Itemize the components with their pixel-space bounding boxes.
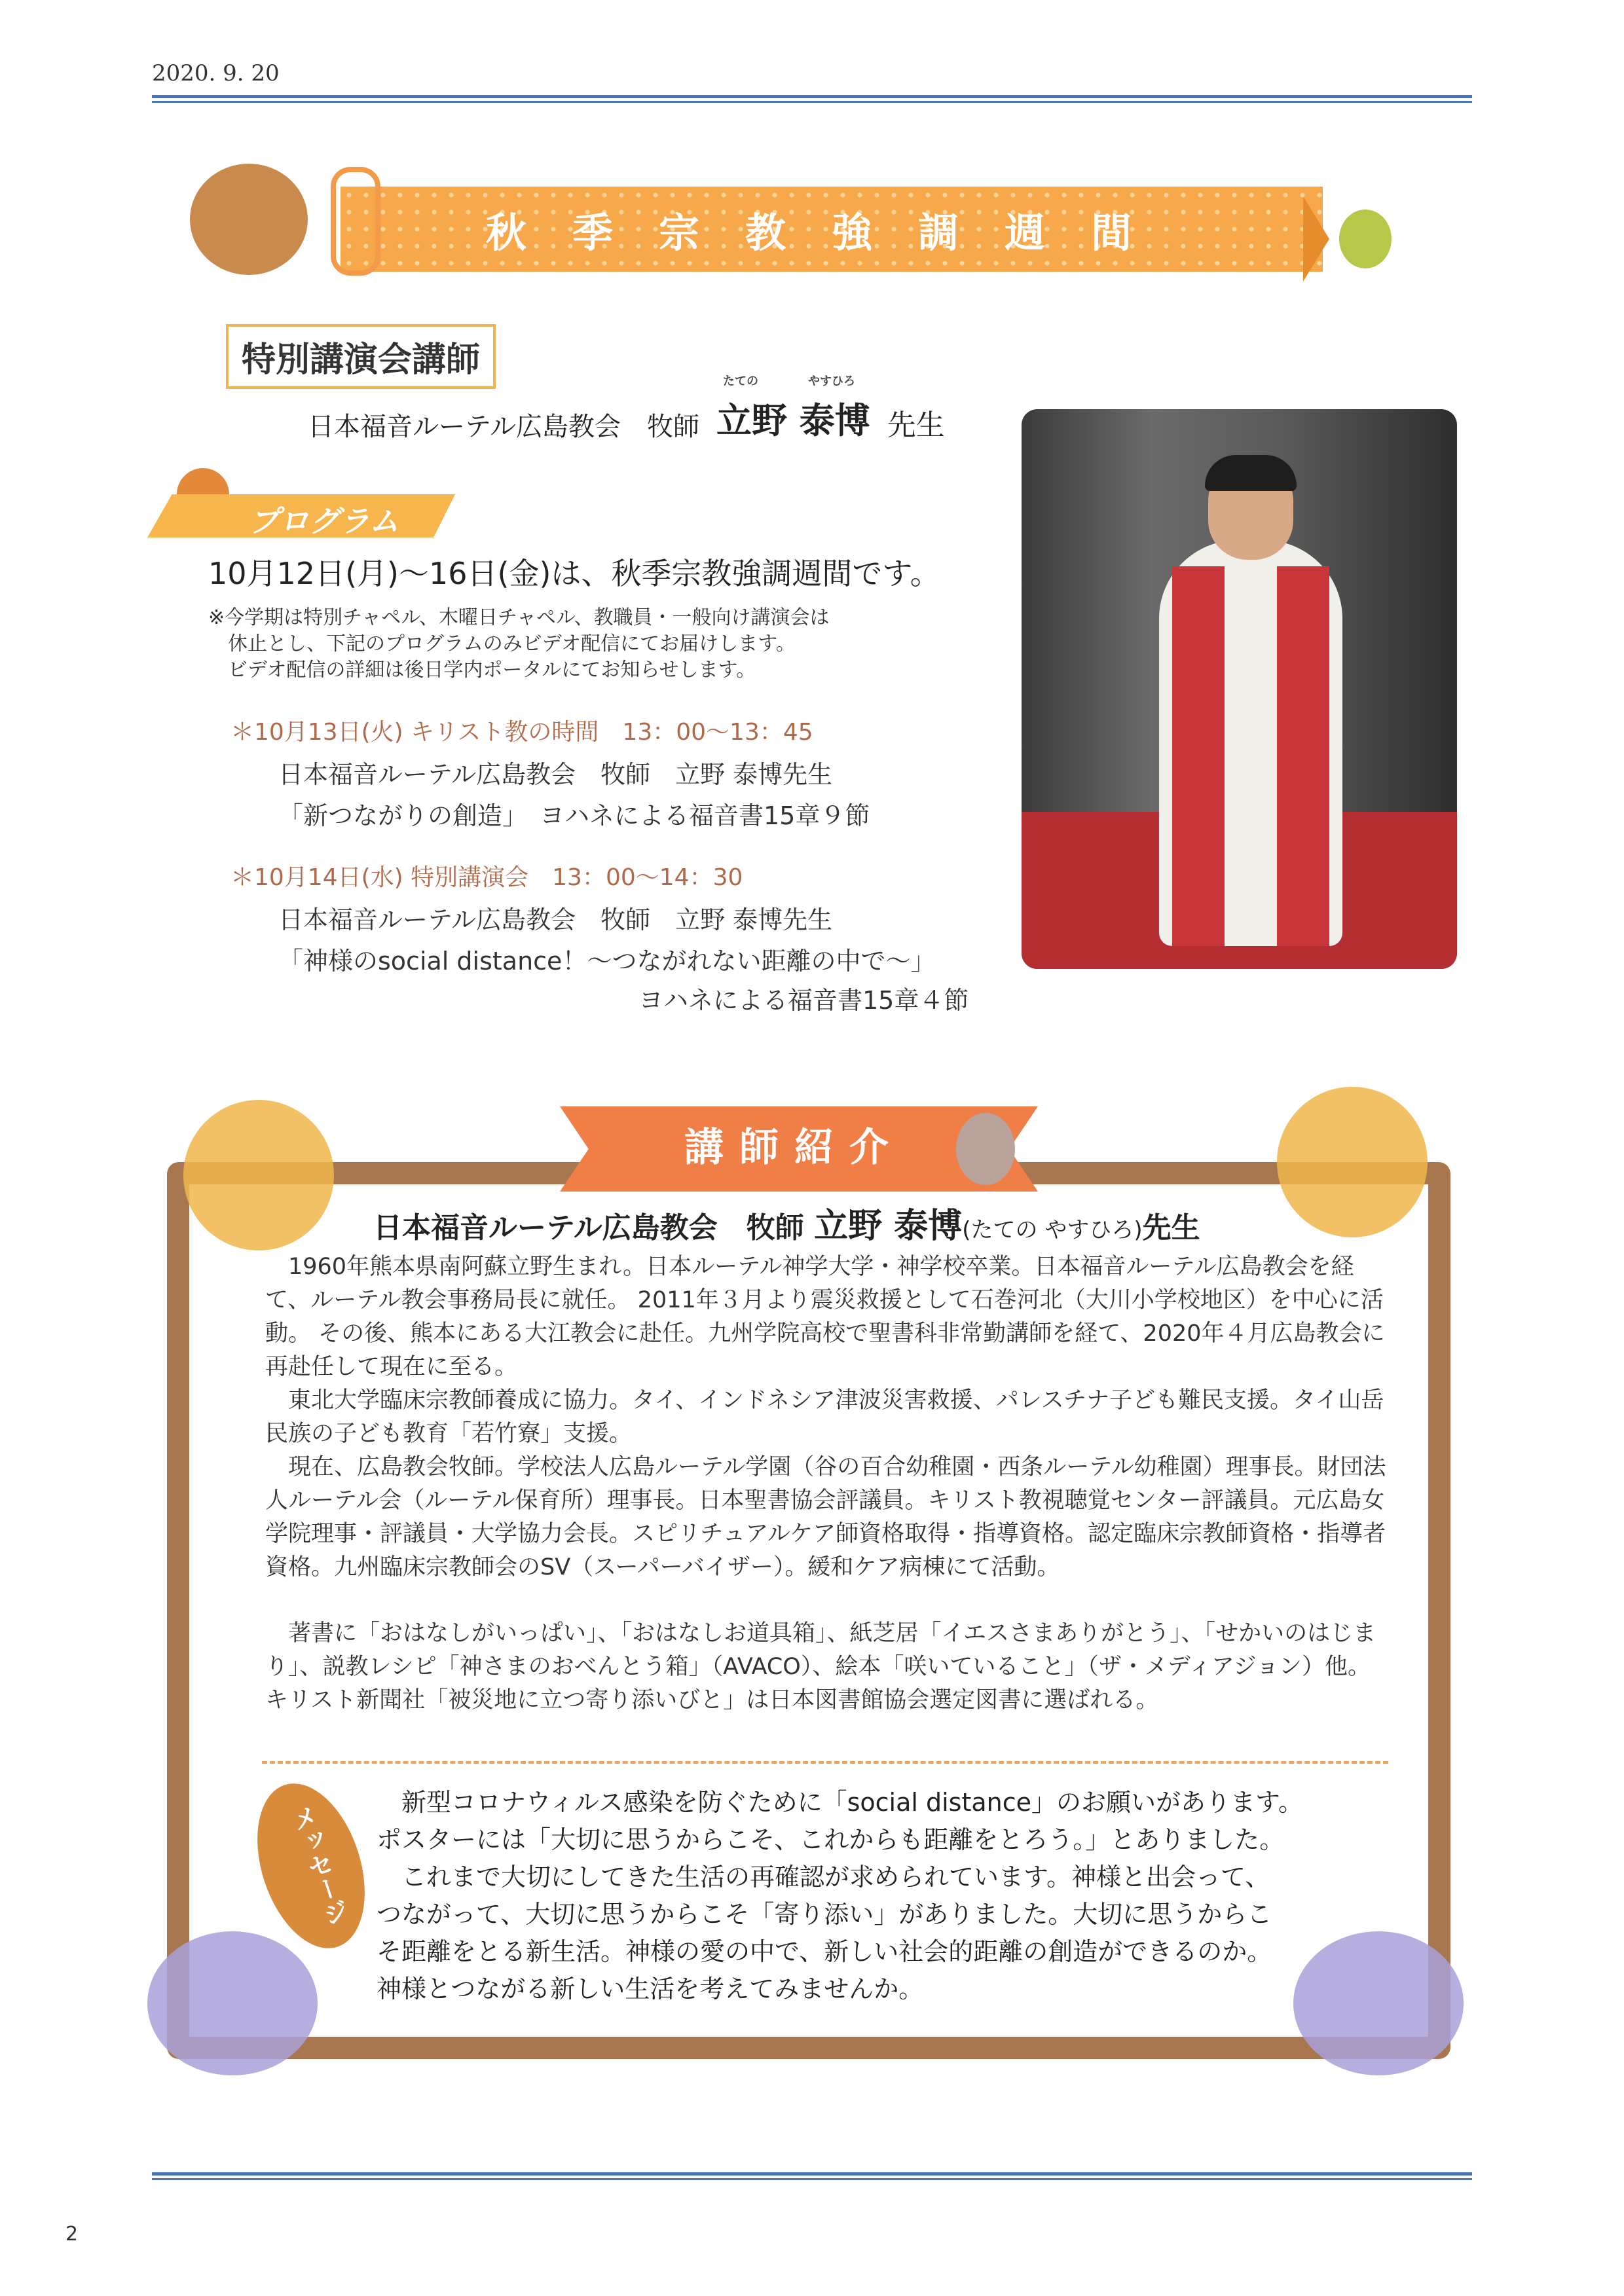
speaker-affiliation: 日本福音ルーテル広島教会 牧師 <box>308 412 699 442</box>
page-number: 2 <box>65 2223 79 2246</box>
program-note: ※今学期は特別チャペル、木曜日チャペル、教職員・一般向け講演会は <box>208 606 830 629</box>
issue-date: 2020. 9. 20 <box>152 60 280 86</box>
page-title: 秋季宗教強調週間 <box>485 208 1177 257</box>
program-note: ビデオ配信の詳細は後日学内ポータルにてお知らせします。 <box>208 659 756 682</box>
message-label: メッセージ <box>285 1802 352 1929</box>
bio-paragraph: 著書に「おはなしがいっぱい」、「おはなしお道具箱」、紙芝居「イエスさまありがとう」、「せかいのはじまり」、説教レシピ「神さまのおべんとう箱」（AVACO）、絵本「咲いていること」（ザ・メディアジョン）他。キリスト新聞社「被災地に立つ寄り添いびと」は日本図書館協会選定図書に選ばれる。 <box>265 1620 1376 1713</box>
event-reference: ヨハネによる福音書15章４節 <box>638 986 969 1015</box>
ruby-yasu: やすひろ <box>808 374 855 388</box>
message-line: そ距離をとる新生活。神様の愛の中で、新しい社会的距離の創造ができるのか。 <box>377 1937 1272 1966</box>
message-line: 神様とつながる新しい生活を考えてみませんか。 <box>377 1975 924 2003</box>
program-label: プログラム <box>249 503 399 539</box>
profile-heading: 日本福音ルーテル広島教会 牧師 立野 泰博(たての やすひろ)先生 <box>373 1207 1200 1246</box>
message-line: ポスターには「大切に思うからこそ、これからも距離をとろう。」とありました。 <box>377 1825 1285 1854</box>
speaker-line <box>308 374 945 443</box>
event-title: ＊10月13日(火) キリスト教の時間 13：00〜13：45 <box>231 719 813 746</box>
footer-rule <box>152 2172 1472 2181</box>
speaker-photo <box>1022 409 1457 969</box>
speaker-honorific: 先生 <box>887 409 945 442</box>
bio-paragraph: 東北大学臨床宗教師養成に協力。タイ、インドネシア津波災害救援、パレスチナ子ども難民支援。タイ山岳民族の子ども教育「若竹寮」支援。 <box>265 1387 1384 1447</box>
event-title: ＊10月14日(水) 特別講演会 13：00〜14：30 <box>231 864 743 891</box>
program-headline: 10月12日(月)〜16日(金)は、秋季宗教強調週間です。 <box>208 556 940 591</box>
autumn-decoration-icon <box>183 1100 334 1250</box>
speaker-name: たての やすひろ 立野 泰博 <box>716 393 870 443</box>
squirrel-icon <box>190 164 308 275</box>
profile-ribbon-label: 講師紹介 <box>684 1125 904 1171</box>
divider <box>262 1761 1388 1764</box>
header-rule <box>152 95 1472 104</box>
bio-paragraph: 現在、広島教会牧師。学校法人広島ルーテル学園（谷の百合幼稚園・西条ルーテル幼稚園）理事長。財団法人ルーテル会（ルーテル保育所）理事長。日本聖書協会評議員。キリスト教視聴覚センター評議員。元広島女学院理事・評議員・大学協力会長。スピリチュアルケア師資格取得・指導資格。認定臨床宗教師資格・指導者資格。九州臨床宗教師会のSV（スーパーバイザー）。緩和ケア病棟にて活動。 <box>265 1454 1386 1580</box>
acorn-icon <box>1339 210 1392 268</box>
bio-paragraph: 1960年熊本県南阿蘇立野生まれ。日本ルーテル神学大学・神学校卒業。日本福音ルーテル広島教会を経て、ルーテル教会事務局長に就任。 2011年３月より震災救援として石巻河北（大川小学校地区）を中心に活動。 その後、熊本にある大江教会に赴任。九州学院高校で聖書科非常勤講師を経て、2020年４月広島教会に再赴任して現在に至る。 <box>265 1254 1385 1380</box>
message-line: 新型コロナウィルス感染を防ぐために「social distance」のお願いがあります。 <box>377 1788 1303 1817</box>
program-note: 休止とし、下記のプログラムのみビデオ配信にてお届けします。 <box>208 632 796 655</box>
section-label: 特別講演会講師 <box>226 324 496 389</box>
grapes-decoration-icon <box>147 1931 318 2075</box>
paperclip-icon <box>331 167 380 276</box>
event-speaker: 日本福音ルーテル広島教会 牧師 立野 泰博先生 <box>278 760 833 789</box>
event-topic: 「新つながりの創造」 ヨハネによる福音書15章９節 <box>278 801 870 830</box>
event-speaker: 日本福音ルーテル広島教会 牧師 立野 泰博先生 <box>278 905 833 934</box>
title-banner <box>341 187 1323 272</box>
event-topic: 「神様のsocial distance！〜つながれない距離の中で〜」 <box>278 947 936 975</box>
autumn-decoration-icon <box>1277 1087 1428 1237</box>
ruby-tate: たての <box>723 374 758 388</box>
banner-fold <box>1303 196 1329 282</box>
squirrel-icon <box>956 1113 1015 1185</box>
message-line: つながって、大切に思うからこそ「寄り添い」がありました。大切に思うからこ <box>377 1900 1272 1929</box>
message-line: これまで大切にしてきた生活の再確認が求められています。神様と出会って、 <box>377 1863 1270 1891</box>
